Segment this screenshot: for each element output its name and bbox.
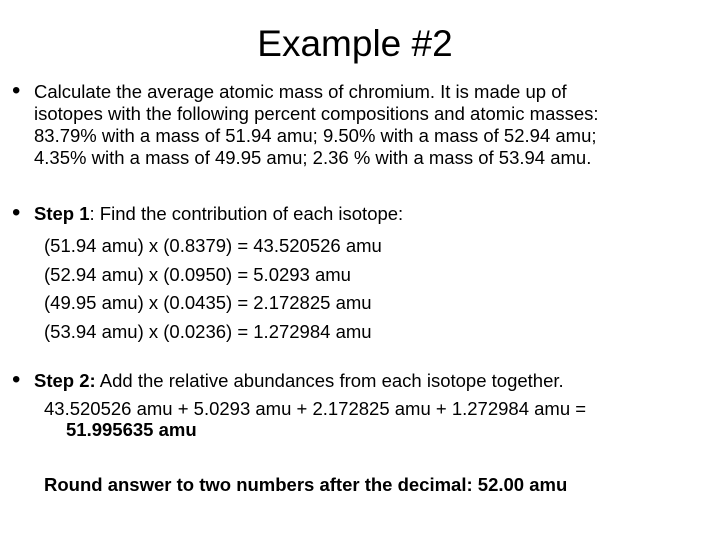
- intro-line: 4.35% with a mass of 49.95 amu; 2.36 % with a mass of 53.94 amu.: [34, 147, 592, 168]
- intro-line: isotopes with the following percent compositions and atomic masses:: [34, 103, 599, 124]
- step1-text: : Find the contribution of each isotope:: [89, 203, 404, 224]
- calc-line: (53.94 amu) x (0.0236) = 1.272984 amu: [44, 320, 372, 342]
- slide-title: Example #2: [257, 23, 453, 64]
- bullet-dot: •: [12, 199, 21, 226]
- step2-heading: [34, 370, 564, 392]
- step1-label: Step 1: [34, 203, 90, 224]
- step2-result: 51.995635 amu: [66, 419, 197, 440]
- final-answer: Round answer to two numbers after the decimal: 52.00 amu: [44, 474, 568, 495]
- bullet-dot: •: [12, 366, 21, 393]
- step2-text: Add the relative abundances from each isotope together.: [95, 370, 564, 391]
- bullet-dot: •: [12, 77, 21, 104]
- calc-line: (52.94 amu) x (0.0950) = 5.0293 amu: [44, 263, 351, 285]
- intro-line: 83.79% with a mass of 51.94 amu; 9.50% with a mass of 52.94 amu;: [34, 125, 597, 146]
- intro-line: Calculate the average atomic mass of chromium. It is made up of: [34, 81, 567, 102]
- step2-label: Step 2:: [34, 370, 96, 391]
- step2-sum: 43.520526 amu + 5.0293 amu + 2.172825 amu + 1.272984 amu =: [44, 398, 587, 419]
- step1-calculations: [44, 232, 382, 346]
- calc-line: (51.94 amu) x (0.8379) = 43.520526 amu: [44, 235, 382, 256]
- intro-text: [34, 81, 599, 169]
- calc-line: (49.95 amu) x (0.0435) = 2.172825 amu: [44, 292, 372, 313]
- step1-heading: [34, 203, 403, 225]
